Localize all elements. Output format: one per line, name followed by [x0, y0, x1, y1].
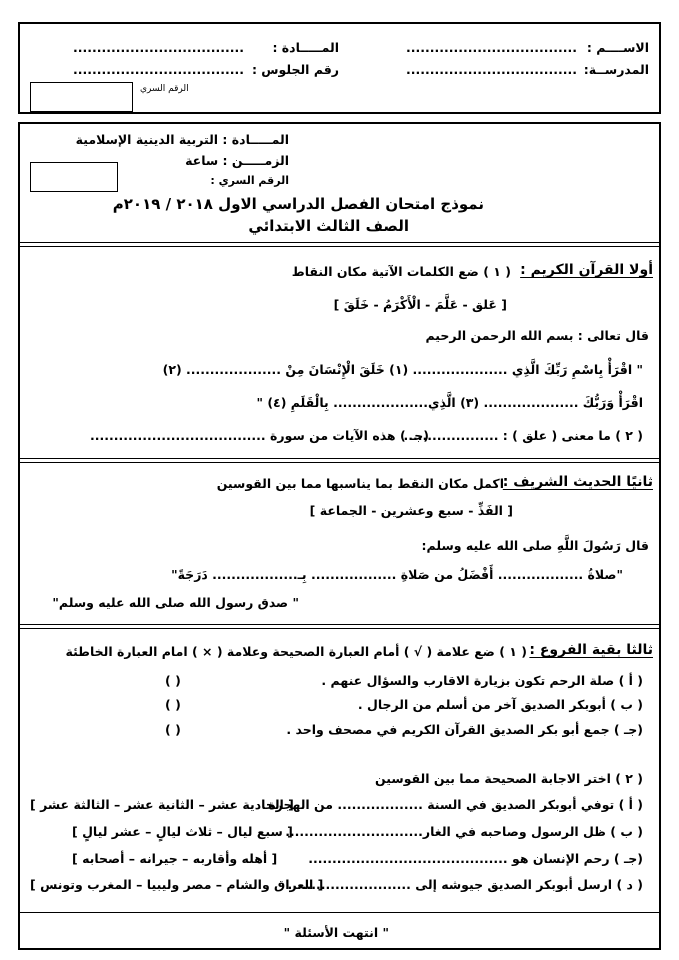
- subject-field[interactable]: ....................................: [73, 40, 244, 55]
- exam-secret-label: الرقم السري :: [210, 174, 289, 187]
- seat-field[interactable]: ....................................: [73, 62, 244, 77]
- section1-intro: قال تعالى : بسم الله الرحمن الرحيم: [425, 328, 649, 343]
- tf-mark-a[interactable]: ( ): [165, 673, 181, 688]
- section1-word-bank: [ عَلق - عَلَّمَ - الْأَكْرَمُ - خَلَقَ ]: [333, 297, 507, 312]
- mc-options-b: [ سبع ليال – ثلاث ليالٍ – عشر ليالٍ ]: [72, 824, 293, 839]
- exam-subject: المـــــادة : التربية الدينية الإسلامية: [75, 132, 289, 147]
- section2-closing: " صدق رسول الله صلى الله عليه وسلم": [52, 595, 299, 610]
- section1-heading: أولا القرآن الكريم :: [520, 262, 653, 278]
- section3-heading: ثالثا بقية الفروع :: [529, 642, 653, 658]
- section1-divider: [20, 458, 659, 463]
- mc-options-d: [ العراق والشام – مصر وليبيا – المغرب وتونس ]: [30, 877, 324, 892]
- exam-time: الزمـــــن : ساعة: [185, 153, 289, 168]
- footer-divider: [20, 912, 659, 913]
- tf-item-a: ( أ ) صلة الرحم تكون بزيارة الاقارب والسؤال عنهم .: [321, 673, 643, 688]
- section1-q2b: (جـ ) هذه الآيات من سورة .....................................: [89, 428, 429, 443]
- name-label: الاســــم :: [586, 40, 649, 55]
- section3-instruction: ( ١ ) ضع علامة ( √ ) أمام العبارة الصحيحة وعلامة ( × ) امام العبارة الخاطئة: [65, 644, 527, 659]
- tf-item-c: (جـ ) جمع أبو بكر الصديق القرآن الكريم في مصحف واحد .: [286, 722, 643, 737]
- mc-item-c: (جـ ) رحم الإنسان هو ..........................................: [308, 851, 643, 866]
- mc-options-c: [ أهله وأقاربه – جيرانه – أصحابه ]: [72, 851, 278, 866]
- mc-item-d: ( د ) ارسل أبوبكر الصديق جيوشه إلى ..........................: [287, 877, 643, 892]
- section2-heading: ثانيًا الحديث الشريف :: [502, 474, 653, 490]
- section2-divider: [20, 624, 659, 629]
- tf-item-b: ( ب ) أبوبكر الصديق آخر من أسلم من الرجال .: [357, 697, 643, 712]
- mc-item-a: ( أ ) توفي أبوبكر الصديق في السنة .................. من الهجرة: [268, 797, 643, 812]
- section1-q2: ( ٢ ) ما معنى ( علق ) : ....................: [403, 428, 643, 443]
- section2-hadith: "صلاةُ .................. أَفْضَلُ من صَلاةِ .................. بِـ.................. دَرَجَةً": [171, 567, 623, 582]
- secret-number-label: الرقم السري: [140, 84, 189, 94]
- section1-instruction: ( ١ ) ضع الكلمات الآتية مكان النقاط: [291, 264, 511, 279]
- exam-title: نموذج امتحان الفصل الدراسي الاول ٢٠١٨ / ٢٠١٩م: [112, 195, 484, 213]
- header-divider: [20, 242, 659, 247]
- end-of-questions: " انتهت الأسئلة ": [283, 925, 389, 940]
- subject-label: المـــــادة :: [272, 40, 339, 55]
- mc-instruction: ( ٢ ) اختر الاجابة الصحيحة مما بين القوسين: [375, 771, 643, 786]
- section2-intro: قال رَسُولَ اللَّهِ صلى الله عليه وسلم:: [421, 538, 649, 553]
- section1-verse2: اقْرَأْ وَرَبُّكَ .................... (٣) الَّذِي.................... بِالْقَلَمِ (٤) ": [256, 395, 643, 410]
- mc-item-b: ( ب ) ظل الرسول وصاحبه في الغار.............................: [285, 824, 643, 839]
- seat-label: رقم الجلوس :: [251, 62, 339, 77]
- exam-grade: الصف الثالث الابتدائي: [248, 217, 409, 235]
- tf-mark-b[interactable]: ( ): [165, 697, 181, 712]
- section1-verse1: " اقْرَأْ بِاسْمِ رَبِّكَ الَّذِي .................... (١) خَلَقَ الْإِنْسَانَ مِنْ .................... (٢): [162, 362, 643, 377]
- school-label: المدرســة:: [583, 62, 649, 77]
- secret-number-box[interactable]: [30, 82, 133, 112]
- exam-secret-box[interactable]: [30, 162, 118, 192]
- section2-word-bank: [ الفَذِّ - سبع وعشرين - الجماعة ]: [309, 503, 513, 518]
- section2-instruction: اكمل مكان النقط بما يناسبها مما بين القوسين: [216, 476, 504, 491]
- name-field[interactable]: ....................................: [406, 40, 577, 55]
- school-field[interactable]: ....................................: [406, 62, 577, 77]
- mc-options-a: [ الحادية عشر – الثانية عشر – الثالثة عشر ]: [30, 797, 294, 812]
- tf-mark-c[interactable]: ( ): [165, 722, 181, 737]
